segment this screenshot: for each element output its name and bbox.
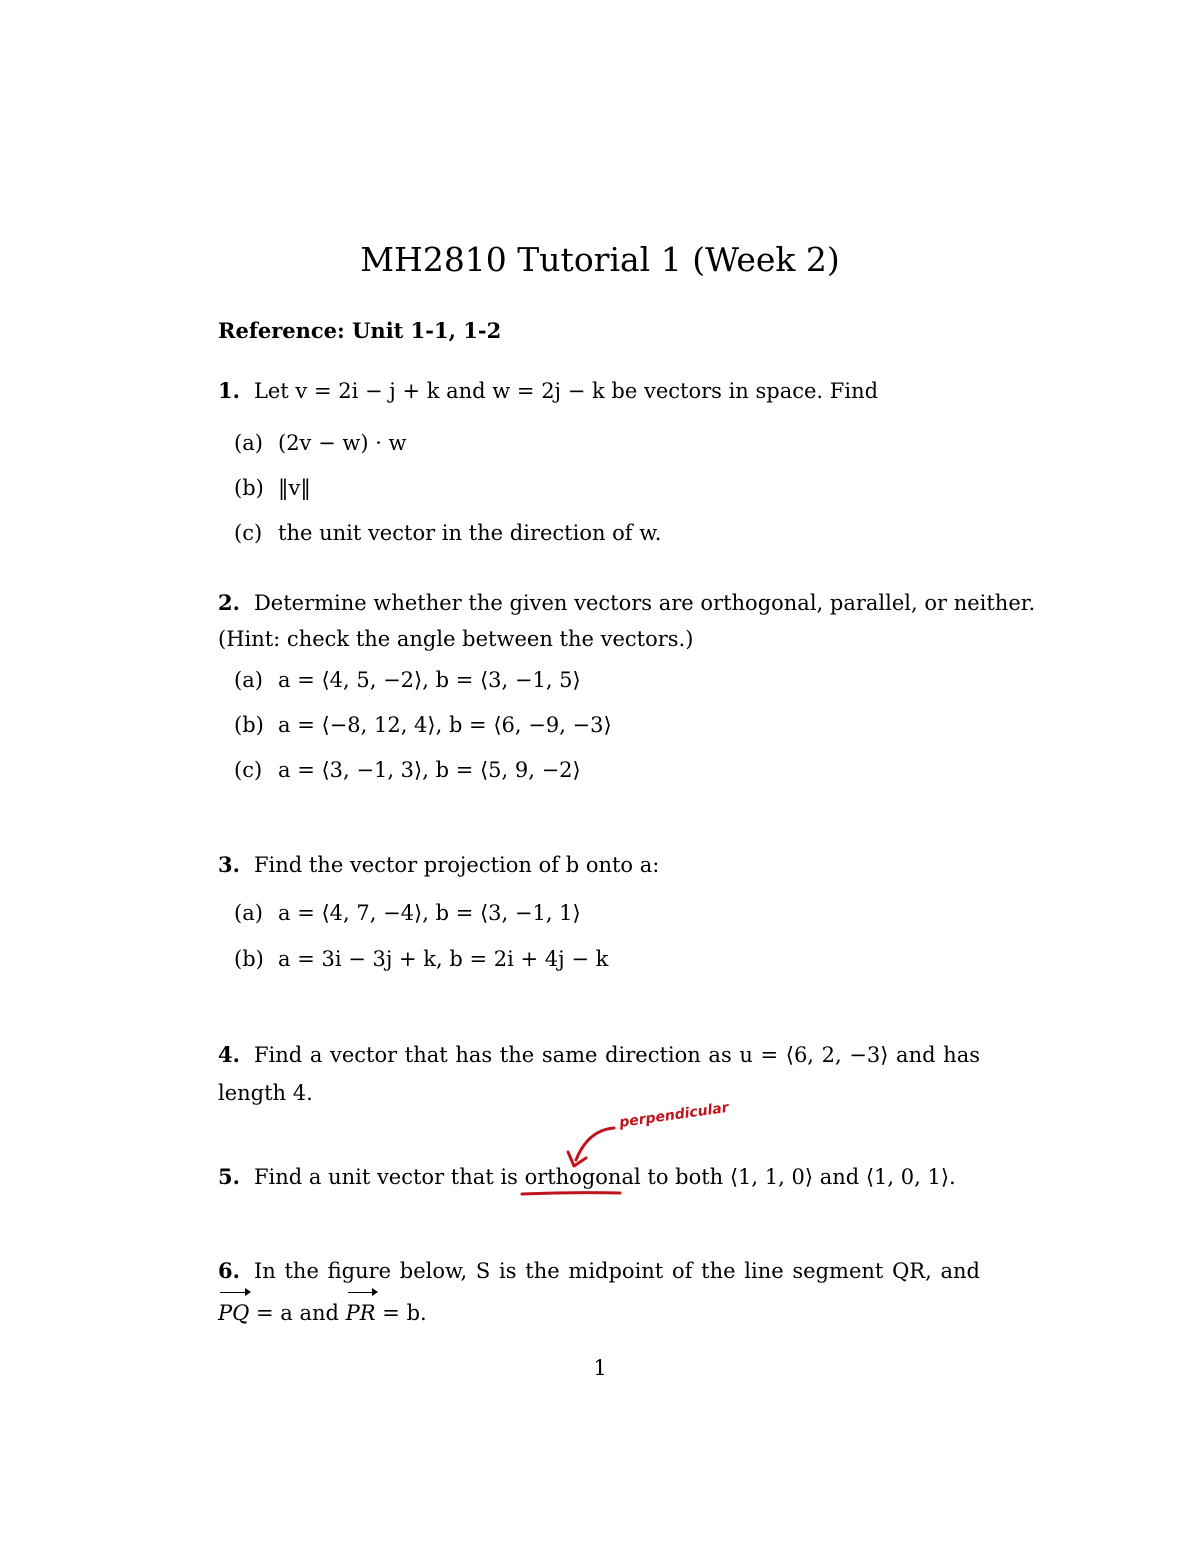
part-label: (a) xyxy=(234,901,263,925)
question-number: 3. xyxy=(218,852,240,877)
part-text: ‖v‖ xyxy=(278,476,311,500)
question-number: 4. xyxy=(218,1042,240,1067)
arrow-shaft xyxy=(576,1128,614,1160)
question-number: 5. xyxy=(218,1164,240,1189)
part-text: (2v − w) · w xyxy=(278,431,407,455)
part-label: (a) xyxy=(234,431,263,455)
part-text: a = ⟨4, 5, −2⟩, b = ⟨3, −1, 5⟩ xyxy=(278,668,581,692)
question-6 xyxy=(218,1256,980,1286)
handwritten-note: perpendicular xyxy=(618,1099,730,1131)
part-label: (b) xyxy=(234,947,264,971)
question-6-line2 xyxy=(218,1298,427,1328)
reference-line: Reference: Unit 1-1, 1-2 xyxy=(218,318,502,343)
vector-pr: PR xyxy=(346,1298,376,1328)
equation-b: = b. xyxy=(375,1301,427,1325)
question-text: In the figure below, S is the midpoint of the line segment QR, and xyxy=(253,1259,980,1283)
part-label: (b) xyxy=(234,713,264,737)
part-text: a = ⟨3, −1, 3⟩, b = ⟨5, 9, −2⟩ xyxy=(278,758,581,782)
equation-a: = a and xyxy=(249,1301,346,1325)
question-text: Let v = 2i − j + k and w = 2j − k be vectors in space. Find xyxy=(253,379,879,403)
red-underline xyxy=(522,1193,620,1194)
question-number: 2. xyxy=(218,590,240,615)
question-text: Determine whether the given vectors are orthogonal, parallel, or neither. xyxy=(253,591,1036,615)
page-title: MH2810 Tutorial 1 (Week 2) xyxy=(360,240,840,279)
question-text-end: to both ⟨1, 1, 0⟩ and ⟨1, 0, 1⟩. xyxy=(640,1165,956,1189)
part-text: a = ⟨4, 7, −4⟩, b = ⟨3, −1, 1⟩ xyxy=(278,901,581,925)
vector-pq: PQ xyxy=(218,1298,249,1328)
page-number: 1 xyxy=(593,1356,607,1380)
question-2-hint: (Hint: check the angle between the vectors.) xyxy=(218,627,694,651)
question-number: 6. xyxy=(218,1258,240,1283)
part-text: a = ⟨−8, 12, 4⟩, b = ⟨6, −9, −3⟩ xyxy=(278,713,612,737)
question-text: Find a vector that has the same direction as u = ⟨6, 2, −3⟩ and has xyxy=(253,1043,980,1067)
part-text: the unit vector in the direction of w. xyxy=(278,521,662,545)
part-label: (a) xyxy=(234,668,263,692)
part-label: (c) xyxy=(234,758,263,782)
question-4-line2: length 4. xyxy=(218,1081,313,1105)
part-label: (b) xyxy=(234,476,264,500)
part-label: (c) xyxy=(234,521,263,545)
question-text: Find the vector projection of b onto a: xyxy=(253,853,660,877)
part-text: a = 3i − 3j + k, b = 2i + 4j − k xyxy=(278,947,609,971)
question-number: 1. xyxy=(218,378,240,403)
question-text: Find a unit vector that is xyxy=(253,1165,525,1189)
underlined-word: orthogonal xyxy=(524,1165,641,1189)
